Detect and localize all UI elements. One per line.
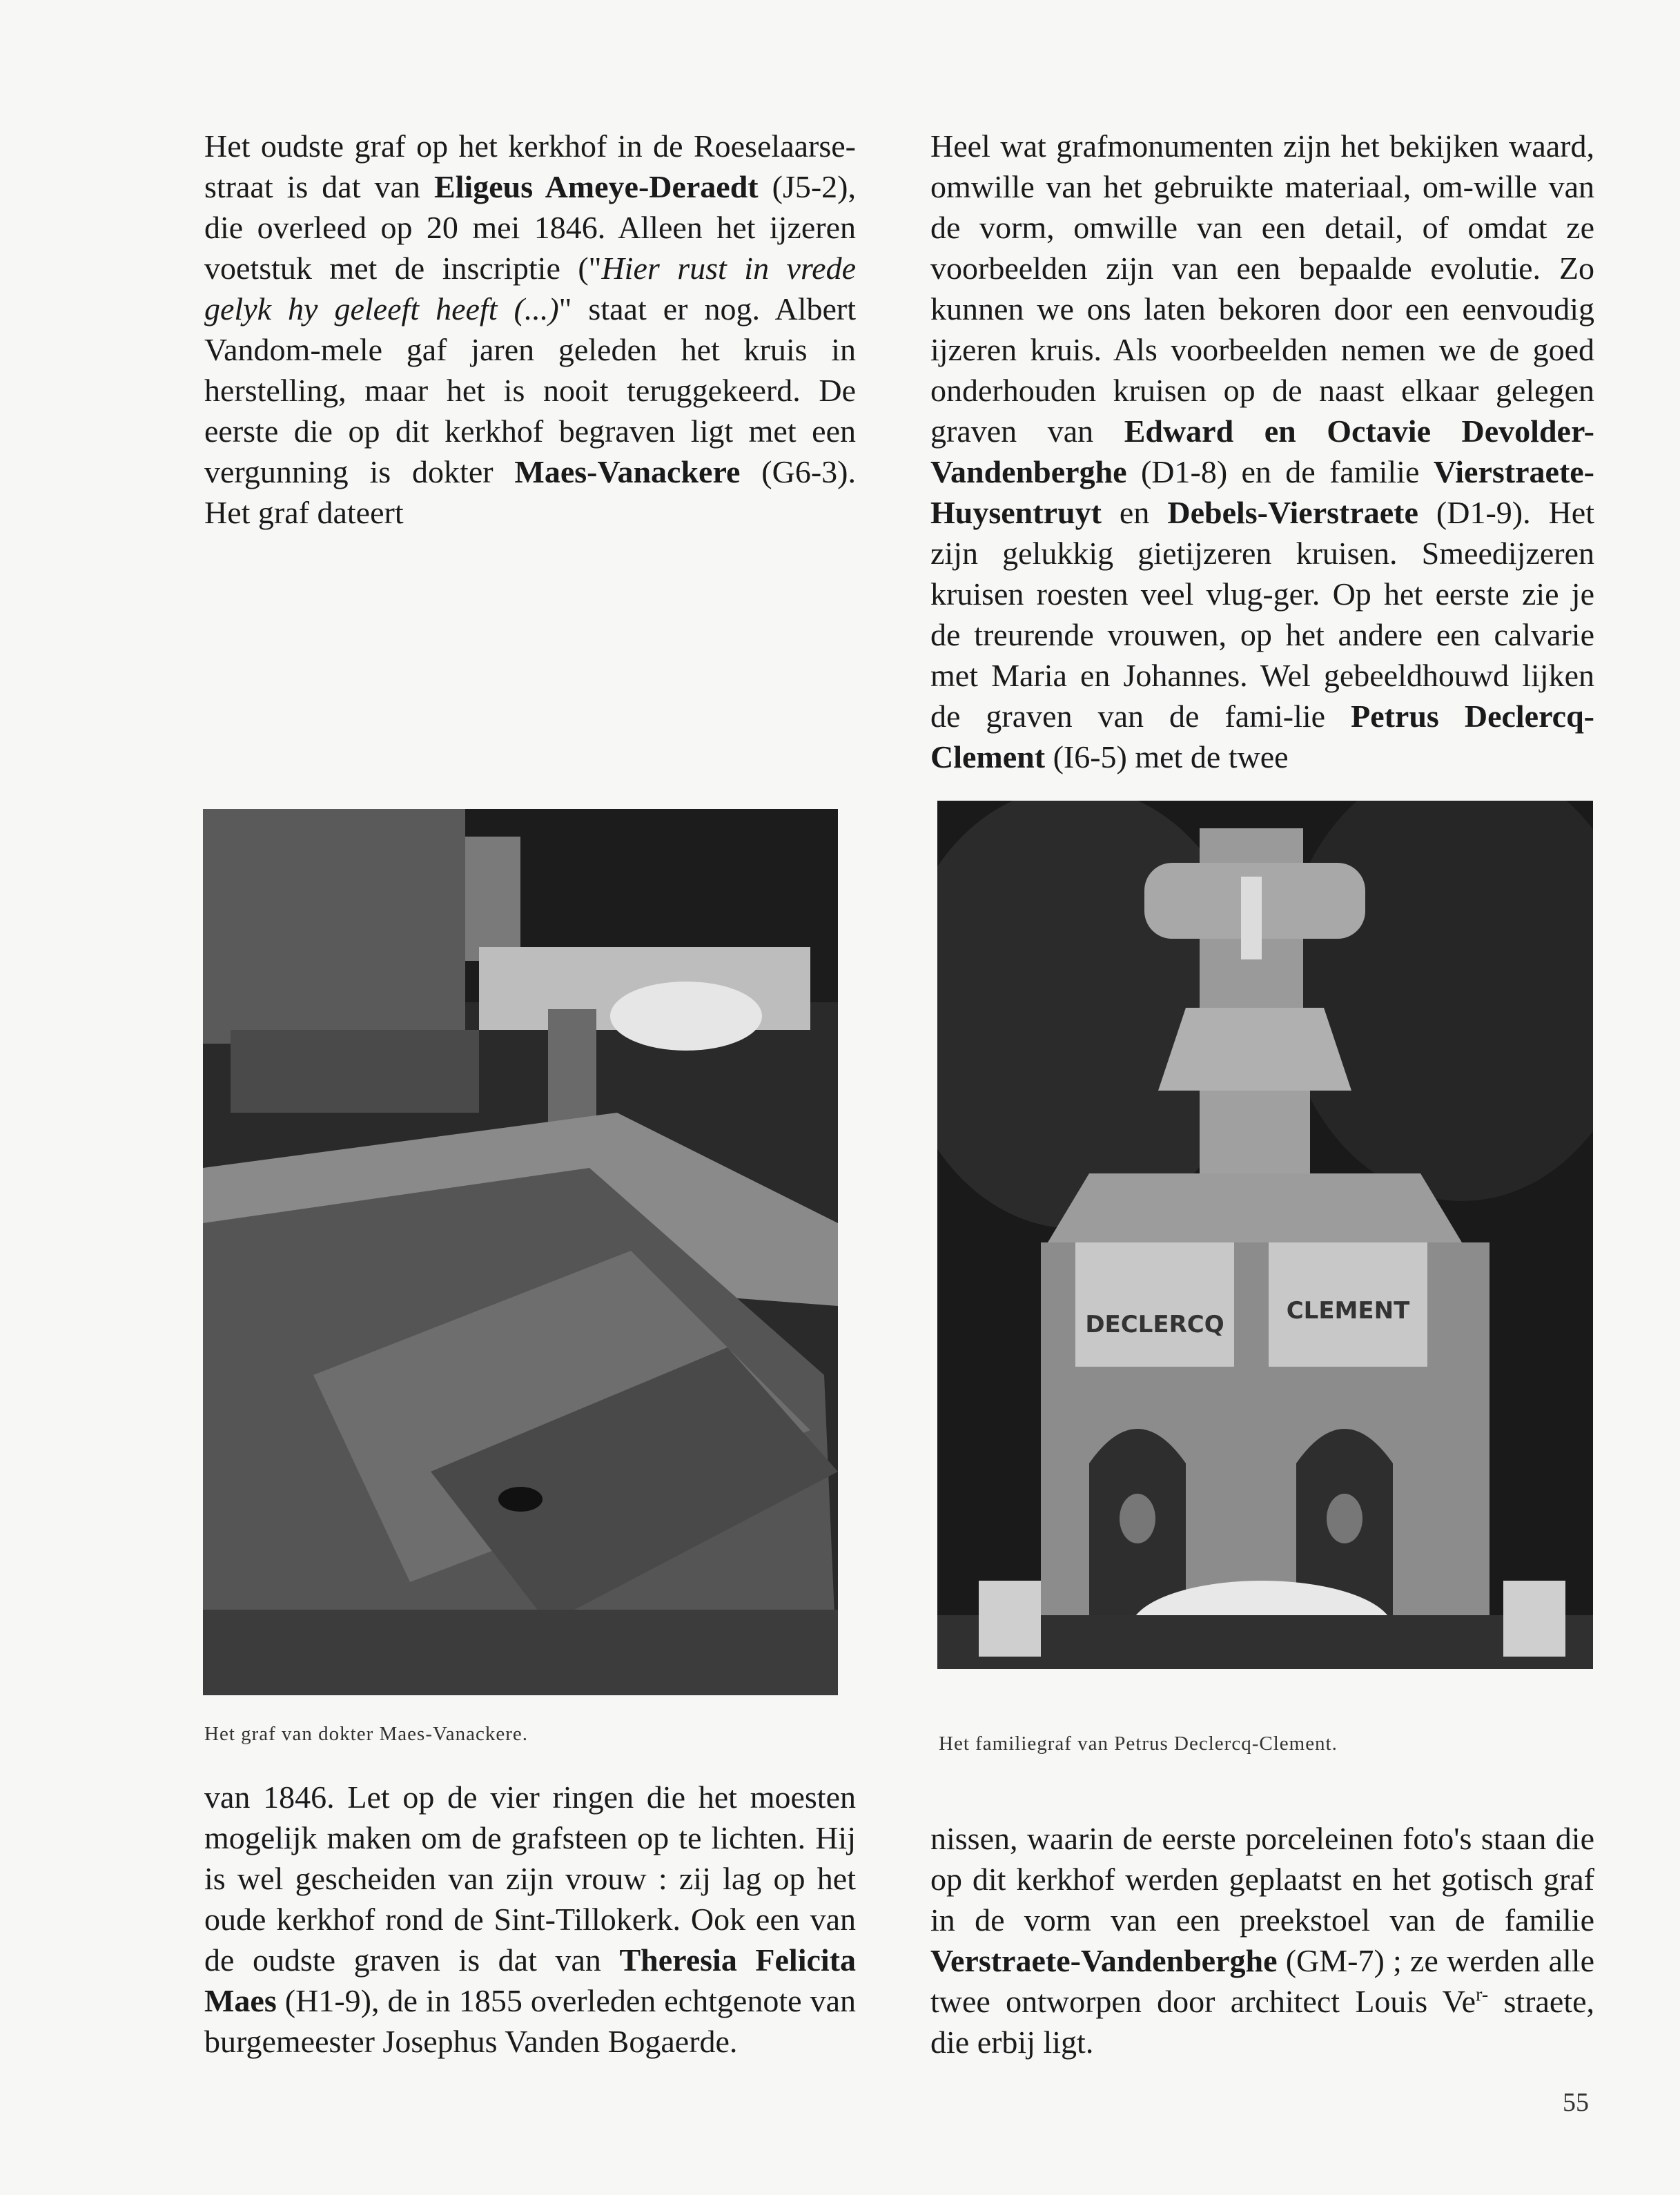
- plaque-text-clement: CLEMENT: [1286, 1297, 1410, 1325]
- photo-grave-illustration: [203, 809, 838, 1695]
- paragraph: van 1846. Let op de vier ringen die het moesten mogelijk maken om de grafsteen op te lichten. Hij is wel gescheiden van zijn vrouw : zij lag op het oude kerkhof rond de Sint-Tillokerk. Ook een van de oudste graven is dat van Theresia Felicita Maes (H1-9), de in 1855 overleden echtgenote van burgemeester Josephus Vanden Bogaerde.: [204, 1779, 856, 2059]
- name-devolder-vandenberghe: Edward en Octavie Devolder-Vandenberghe: [930, 413, 1594, 489]
- plaque-text-declercq: DECLERCQ: [1085, 1311, 1224, 1338]
- name-verstraete-vandenberghe: Verstraete-Vandenberghe: [930, 1943, 1278, 1978]
- paragraph: nissen, waarin de eerste porceleinen foto's staan die op dit kerkhof werden geplaatst en het gotisch graf in de vorm van een preekstoel van de familie Verstraete-Vandenberghe (GM-7) ; ze werden alle twee ontworpen door architect Louis $Ve^{r-}$ straete, die erbij ligt.: [930, 1821, 1595, 2060]
- name-ameye-deraedt: Eligeus Ameye-Deraedt: [433, 169, 759, 204]
- paragraph: Het oudste graf op het kerkhof in de Roeselaarse-straat is dat van Eligeus Ameye-Deraedt (J5-2), die overleed op 20 mei 1846. Alleen het ijzeren voetstuk met de inscriptie ("Hier rust in vrede gelyk hy geleeft heeft (...)" staat er nog. Albert Vandom-mele gaf jaren geleden het kruis in herstelling, maar het is nooit teruggekeerd. De eerste die op dit kerkhof begraven ligt met een vergunning is dokter Maes-Vanackere (G6-3). Het graf dateert: [204, 128, 857, 530]
- page-number: 55: [1563, 2088, 1589, 2117]
- inscription-quote: Hier rust in vrede gelyk hy geleeft heeft (...): [204, 251, 856, 326]
- caption-left: Het graf van dokter Maes-Vanackere.: [204, 1723, 528, 1745]
- name-debels-vierstraete: Debels-Vierstraete: [1167, 495, 1418, 530]
- photo-grave-maes-vanackere: [203, 809, 838, 1695]
- photo-grave-declercq-clement: [937, 801, 1593, 1669]
- name-maes-vanackere: Maes-Vanackere: [514, 454, 741, 489]
- name-theresia-felicita-maes: Theresia Felicita Maes: [204, 1942, 856, 2018]
- text-column-left-bottom: [204, 1777, 856, 2062]
- caption-right: Het familiegraf van Petrus Declercq-Clement.: [939, 1733, 1338, 1755]
- text-column-right-bottom: [930, 1818, 1594, 2062]
- name-vierstraete-huysentruyt: Vierstraete-Huysentruyt: [930, 454, 1594, 530]
- text-column-right-top: [930, 126, 1594, 777]
- paragraph: Heel wat grafmonumenten zijn het bekijken waard, omwille van het gebruikte materiaal, om-wille van de vorm, omwille van een detail, of omdat ze voorbeelden zijn van een bepaalde evolutie. Zo kunnen we ons laten bekoren door een eenvoudig ijzeren kruis. Als voorbeelden nemen we de goed onderhouden kruisen op de naast elkaar gelegen graven van Edward en Octavie Devolder-Vandenberghe (D1-8) en de familie Vierstraete-Huysentruyt en Debels-Vierstraete (D1-9). Het zijn gelukkig gietijzeren kruisen. Smeedijzeren kruisen roesten veel vlug-ger. Op het eerste zie je de treurende vrouwen, op het andere een calvarie met Maria en Johannes. Wel gebeeldhouwd lijken de graven van de fami-lie Petrus Declercq-Clement (I6-5) met de twee: [930, 128, 1595, 774]
- text-column-left-top: [204, 126, 856, 533]
- photo-monument-illustration: [937, 801, 1593, 1669]
- name-declercq-clement: Petrus Declercq-Clement: [930, 699, 1595, 774]
